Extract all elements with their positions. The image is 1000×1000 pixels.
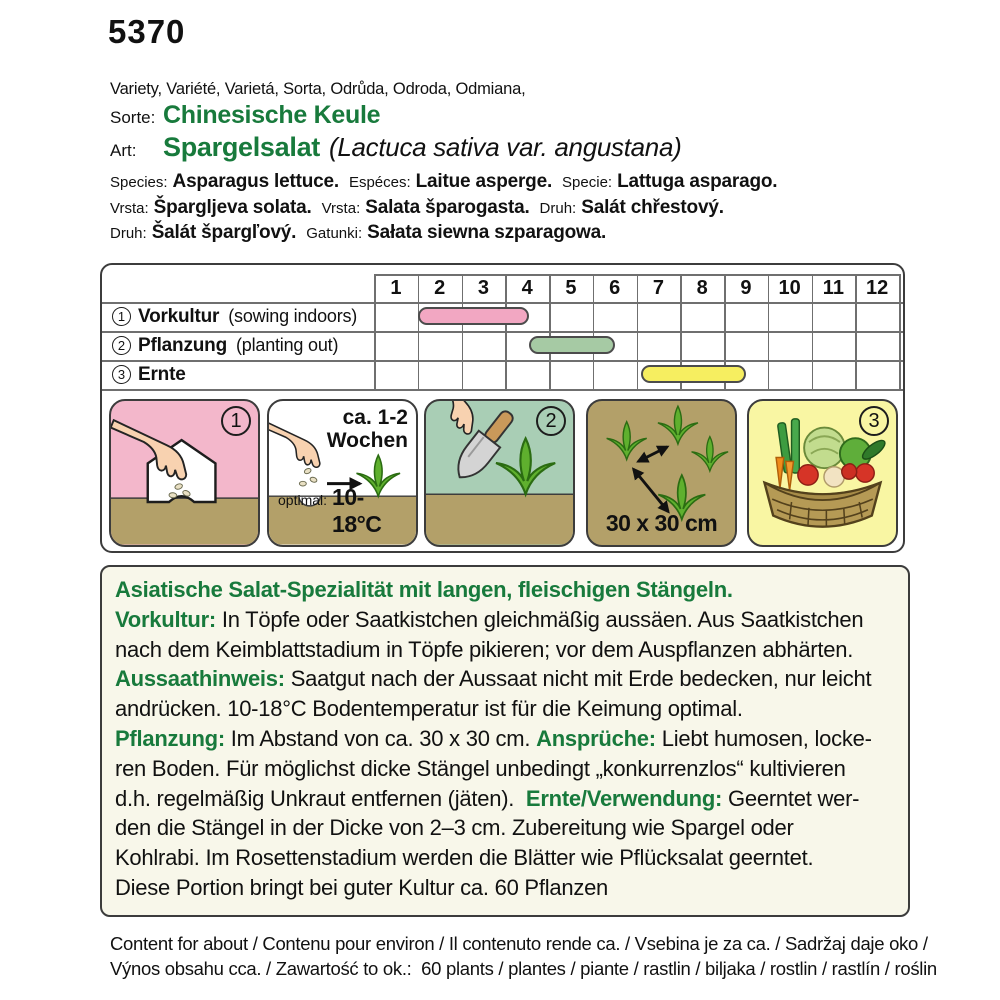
germination-duration-label: ca. 1-2 Wochen <box>326 406 408 452</box>
calendar-row-note: (planting out) <box>235 335 339 355</box>
optimal-temperature-value: 10-18°C <box>332 484 382 537</box>
grid-line <box>374 274 899 276</box>
species-translation: Lattuga asparago. <box>617 171 778 192</box>
optimal-temperature-row <box>278 484 410 538</box>
step-number-icon: 3 <box>112 365 131 384</box>
gantt-bar-ernte <box>641 365 746 383</box>
language-label: Gatunki: <box>306 225 363 242</box>
language-label: Espéces: <box>348 174 411 191</box>
optimal-label: optimal: <box>278 492 328 508</box>
step-number-icon: 1 <box>112 307 131 326</box>
soil <box>111 498 258 544</box>
month-header-cell: 9 <box>740 277 752 299</box>
month-header-cell: 10 <box>778 277 801 299</box>
language-label: Species: <box>110 174 168 191</box>
basket-icon <box>764 483 880 527</box>
species-translation: Sałata siewna szparagowa. <box>367 222 607 243</box>
content-statement-line1: Content for about / Contenu pour environ / Il contenuto rende ca. / Vsebina je za ca. / Sadržaj daje oko / <box>110 933 928 954</box>
soil <box>426 494 573 544</box>
pictogram-spacing <box>586 399 737 547</box>
language-label: Vrsta: <box>321 199 361 217</box>
art-label: Art: <box>110 141 137 160</box>
culture-description-box <box>100 565 910 917</box>
pictogram-sowing-indoors <box>109 399 260 547</box>
grid-line <box>102 389 903 391</box>
variety-name-row <box>110 101 380 130</box>
species-translation: Špargljeva solata. <box>153 196 312 218</box>
species-line <box>110 222 787 248</box>
variety-name: Chinesische Keule <box>163 101 381 129</box>
gantt-bar-pflanzung <box>529 336 614 354</box>
calendar-row-label-pflanzung <box>112 331 338 360</box>
calendar-row-name: Ernte <box>138 363 186 385</box>
description-line: Diese Portion bringt bei guter Kultur ca. 60 Pflanzen <box>115 874 609 900</box>
step-badge-1: 1 <box>221 406 251 436</box>
seedling-icon <box>496 438 555 494</box>
calendar-row-note: (sowing indoors) <box>228 306 358 326</box>
hand-icon <box>426 401 490 435</box>
description-line: Vorkultur: In Töpfe oder Saatkistchen gleichmäßig aussäen. Aus Saatkistchen <box>115 606 864 632</box>
description-line: ren Boden. Für möglichst dicke Stängel unbedingt „konkurrenzlos“ kultivieren <box>115 755 846 781</box>
content-statement <box>110 931 937 981</box>
description-line: den die Stängel in der Dicke von 2–3 cm. Zubereitung wie Spargel oder <box>115 815 794 841</box>
species-translation: Laitue asperge. <box>415 171 553 192</box>
month-header-cell: 2 <box>434 277 446 299</box>
description-line: Kohlrabi. Im Rosettenstadium werden die Blätter wie Pflücksalat geerntet. <box>115 845 814 871</box>
month-header-cell: 7 <box>652 277 664 299</box>
species-line <box>110 171 787 197</box>
description-line: d.h. regelmäßig Unkraut entfernen (jäten). Ernte/Verwendung: Geerntet wer- <box>115 785 860 811</box>
month-header-cell: 11 <box>822 277 844 299</box>
month-header-cell: 1 <box>390 277 402 299</box>
language-label: Specie: <box>562 174 613 191</box>
step-badge-2: 2 <box>536 406 566 436</box>
pictogram-germination <box>267 399 418 547</box>
description-line: andrücken. 10-18°C Bodentemperatur ist für die Keimung optimal. <box>115 696 743 722</box>
article-number: 5370 <box>108 13 186 50</box>
description-text <box>115 575 908 903</box>
calendar-row-name: Vorkultur <box>138 305 220 327</box>
spacing-caption: 30 x 30 cm <box>605 510 718 536</box>
month-header-cell: 8 <box>696 277 708 299</box>
species-translation: Salata šparogasta. <box>365 196 530 218</box>
calendar-row-label-vorkultur <box>112 302 357 331</box>
species-line <box>110 197 787 223</box>
species-translation: Asparagus lettuce. <box>172 171 339 192</box>
gantt-bar-vorkultur <box>418 307 530 325</box>
content-statement-line2: Výnos obsahu cca. / Zawartość to ok.: 60 plants / plantes / piante / rastlin / biljaka / rostlin / rastlín / roślin <box>110 958 937 979</box>
sorte-label: Sorte: <box>110 108 156 127</box>
calendar-row-name: Pflanzung <box>138 334 227 356</box>
plant-icon <box>692 437 729 472</box>
variety-multilingual-label: Variety, Variété, Varietá, Sorta, Odrůda, Odroda, Odmiana, <box>110 80 526 98</box>
hand-icon <box>269 420 325 468</box>
step-badge-3: 3 <box>859 406 889 436</box>
species-name-latin: (Lactuca sativa var. angustana) <box>328 132 682 162</box>
species-translation: Salát chřestový. <box>581 196 724 218</box>
grid-line <box>102 360 903 362</box>
description-line: nach dem Keimblattstadium in Töpfe pikieren; vor dem Auspflanzen abhärten. <box>115 636 854 662</box>
calendar-row-label-ernte <box>112 360 186 389</box>
pepper-icon <box>842 464 857 479</box>
species-name-german: Spargelsalat <box>163 132 320 162</box>
month-header-cell: 4 <box>521 277 533 299</box>
step-number-icon: 2 <box>112 336 131 355</box>
language-label: Druh: <box>539 199 577 217</box>
species-lines <box>110 171 787 248</box>
plant-icon <box>607 422 647 460</box>
species-translation: Šalát špargľový. <box>151 222 297 243</box>
month-header-cell: 12 <box>866 277 889 299</box>
tomato-icon <box>798 465 818 485</box>
pictogram-planting-out <box>424 399 575 547</box>
pictogram-harvest-basket <box>747 399 898 547</box>
sowing-calendar-panel <box>100 263 905 553</box>
month-header-cell: 5 <box>565 277 577 299</box>
species-name-row <box>110 132 681 163</box>
description-line: Pflanzung: Im Abstand von ca. 30 x 30 cm. Ansprüche: Liebt humosen, locke- <box>115 725 872 751</box>
month-header-cell: 6 <box>609 277 621 299</box>
language-label: Vrsta: <box>110 199 149 217</box>
tomato-icon <box>856 464 874 482</box>
month-header-cell: 3 <box>477 277 489 299</box>
spacing-arrow-icon <box>633 469 668 512</box>
spacing-arrow-icon <box>638 447 667 462</box>
description-line: Aussaathinweis: Saatgut nach der Aussaat nicht mit Erde bedecken, nur leicht <box>115 666 872 692</box>
description-line: Asiatische Salat-Spezialität mit langen, fleischigen Stängeln. <box>115 577 733 602</box>
language-label: Druh: <box>110 225 147 242</box>
plant-icon <box>658 406 698 444</box>
